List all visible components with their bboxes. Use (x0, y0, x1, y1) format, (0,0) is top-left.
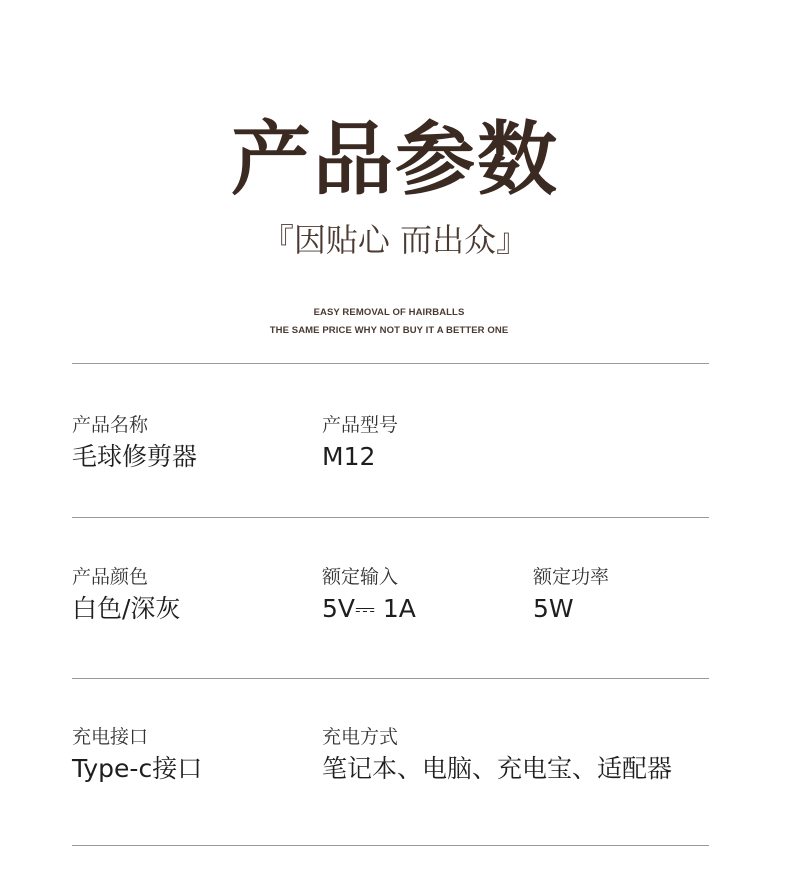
spec-charging-port (72, 725, 202, 785)
spec-value: 5W (533, 594, 574, 623)
spec-product-color (72, 565, 180, 625)
divider-1 (72, 517, 709, 518)
english-tagline-1: EASY REMOVAL OF HAIRBALLS (313, 307, 465, 318)
spec-charging-method (322, 725, 672, 785)
divider-top (72, 363, 709, 364)
spec-label: 额定功率 (533, 566, 610, 588)
spec-rated-input (322, 565, 416, 625)
spec-label: 充电方式 (322, 726, 399, 748)
spec-product-model (322, 413, 398, 473)
spec-label: 产品颜色 (72, 566, 149, 588)
spec-value: 白色/深灰 (72, 594, 181, 623)
spec-value: 笔记本、电脑、充电宝、适配器 (322, 754, 673, 783)
divider-2 (72, 678, 709, 679)
spec-value: Type-c接口 (72, 754, 203, 783)
spec-rated-power (533, 565, 609, 625)
spec-label: 产品型号 (322, 414, 399, 436)
english-tagline-2: THE SAME PRICE WHY NOT BUY IT A BETTER ONE (269, 325, 509, 336)
page-title: 产品参数 (231, 113, 559, 206)
slogan: 『因贴心 而出众』 (261, 221, 529, 259)
divider-bottom (72, 845, 709, 846)
spec-label: 充电接口 (72, 726, 149, 748)
spec-product-name (72, 413, 197, 473)
spec-value: 5V⎓ 1A (322, 594, 416, 623)
spec-label: 产品名称 (72, 414, 149, 436)
spec-value: M12 (322, 442, 376, 471)
spec-label: 额定输入 (322, 566, 399, 588)
spec-value: 毛球修剪器 (72, 442, 198, 471)
